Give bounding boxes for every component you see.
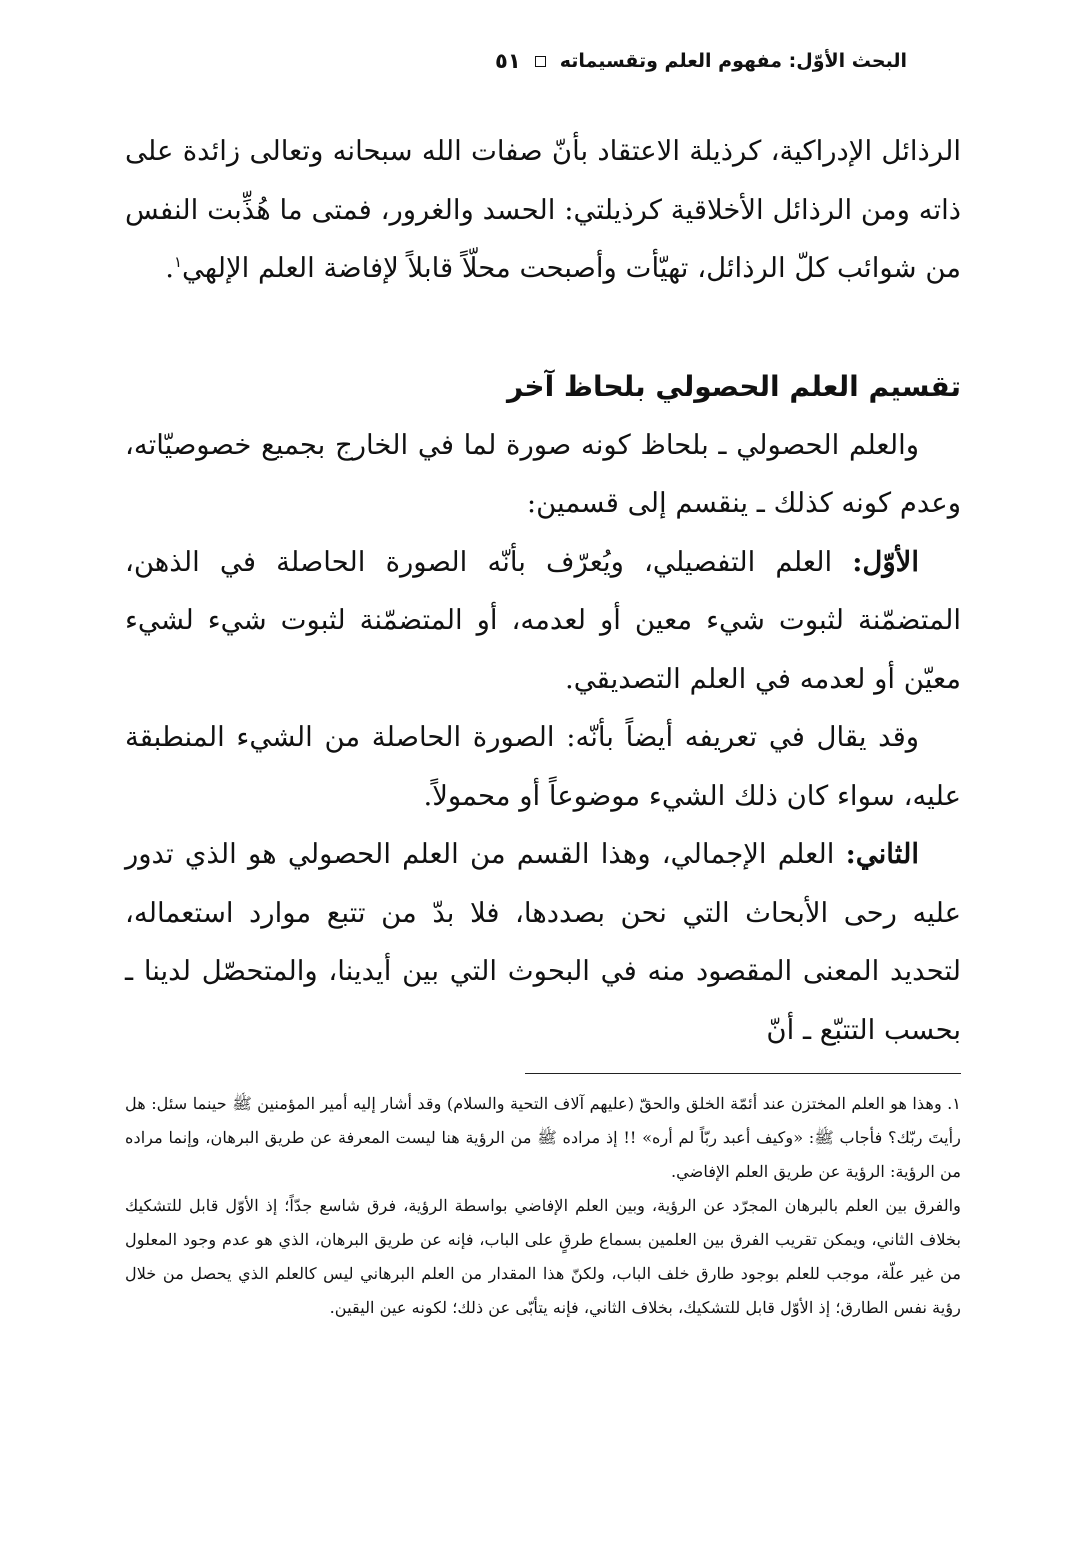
section-gap xyxy=(125,298,961,358)
paragraph-2: والعلم الحصولي ـ بلحاظ كونه صورة لما في الخارج بجميع خصوصيّاته، وعدم كونه كذلك ـ ينقسم إلى قسمين: xyxy=(125,428,961,519)
page-number: ٥١ xyxy=(495,49,521,73)
paragraph-3 xyxy=(125,533,961,709)
header-separator-square xyxy=(535,56,546,67)
paragraph-3-text: العلم التفصيلي، ويُعرّف بأنّه الصورة الحاصلة في الذهن، المتضمّنة لثبوت شيء معين أو لعدمه، أو المتضمّنة لثبوت شيء لشيء معيّن أو لعدمه في العلم التصديقي. xyxy=(125,545,961,695)
paragraph-5-text: العلم الإجمالي، وهذا القسم من العلم الحصولي هو الذي تدور عليه رحى الأبحاث التي نحن بصددها، فلا بدّ من تتبع موارد استعماله، لتحديد المعنى المقصود منه في البحوث التي بين أيدينا، والمتحصّل لدينا ـ بحسب التتبّع ـ أنّ xyxy=(125,838,961,1046)
paragraph-1-text: الرذائل الإدراكية، كرذيلة الاعتقاد بأنّ صفات الله سبحانه وتعالى زائدة على ذاته ومن الرذائل الأخلاقية كرذيلتي: الحسد والغرور، فمتى ما هُذِّبت النفس من شوائب كلّ الرذائل، تهيّأت وأصبحت محلّاً قابلاً لإفاضة العلم الإلهي xyxy=(125,135,961,284)
header-title: البحث الأوّل: مفهوم العلم وتقسيماته xyxy=(559,50,907,72)
paragraph-5-lead: الثاني: xyxy=(845,838,919,870)
running-header xyxy=(120,44,907,78)
footnotes xyxy=(125,1087,961,1325)
paragraph-4: وقد يقال في تعريفه أيضاً بأنّه: الصورة الحاصلة من الشيء المنطبقة عليه، سواء كان ذلك الشيء موضوعاً أو محمولاً. xyxy=(125,721,961,812)
footnote-reference[interactable]: ١ xyxy=(173,252,183,271)
paragraph-1: الرذائل الإدراكية، كرذيلة الاعتقاد بأنّ صفات الله سبحانه وتعالى زائدة على ذاته ومن الرذائل الأخلاقية كرذيلتي: الحسد والغرور، فمتى ما هُذِّبت النفس من شوائب كلّ الرذائل، تهيّأت وأصبحت محلّاً قابلاً لإفاضة العلم الإلهي$^١$. xyxy=(125,135,961,284)
section-heading: تقسيم العلم الحصولي بلحاظ آخر xyxy=(506,369,961,403)
footnote-divider xyxy=(525,1073,961,1074)
footnote-1-continued: والفرق بين العلم بالبرهان المجرّد عن الرؤية، وبين العلم الإفاضي بواسطة الرؤية، فرق شاسع جدّاً؛ إذ الأوّل قابل للتشكيك بخلاف الثاني، ويمكن تقريب الفرق بين العلمين بسماع طرقٍ على الباب، فإنه عن طريق البرهان، الذي هو عدم وجود المعلول من غير علّة، موجب للعلم بوجود طارق خلف الباب، ولكنّ هذا المقدار من العلم البرهاني ليس كالعلم الذي يحصل من خلال رؤية نفس الطارق؛ إذ الأوّل قابل للتشكيك، بخلاف الثاني، فإنه يتأبّى عن ذلك؛ لكونه عين اليقين. xyxy=(125,1196,961,1317)
paragraph-5 xyxy=(125,825,961,1059)
main-text xyxy=(125,122,961,1059)
paragraph-3-lead: الأوّل: xyxy=(852,545,919,578)
footnote-1: ١. وهذا هو العلم المختزن عند أئمّة الخلق والحقّ (عليهم آلاف التحية والسلام) وقد أشار إليه أمير المؤمنين ﷺ حينما سئل: هل رأيتَ ربّك؟ فأجاب ﷺ: «وكيف أعبد ربّاً لم أره» !! إذ مراده ﷺ من الرؤية هنا ليست المعرفة عن طريق البرهان، وإنما مراده من الرؤية: الرؤية عن طريق العلم الإفاضي. xyxy=(125,1094,961,1181)
